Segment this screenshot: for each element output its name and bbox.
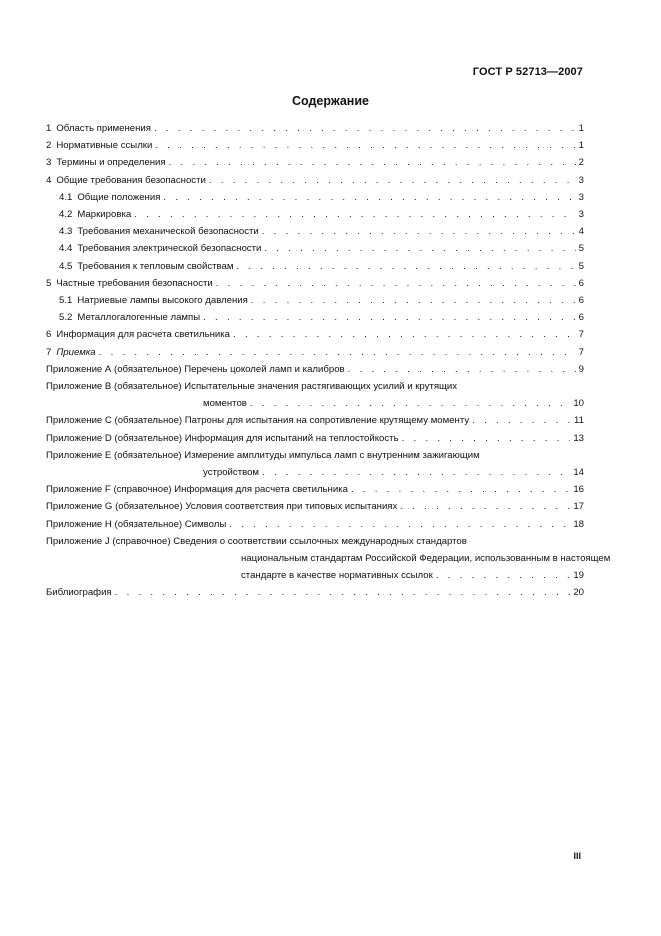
toc-appendix-c[interactable] bbox=[46, 412, 584, 429]
toc-appendix-d[interactable] bbox=[46, 430, 584, 447]
appendix-title: Приложение G (обязательное) Условия соответствия при типовых испытаниях bbox=[46, 501, 398, 513]
toc-title: Металлогалогенные лампы bbox=[77, 312, 201, 324]
toc-title: Термины и определения bbox=[56, 157, 166, 169]
toc-appendix-f[interactable] bbox=[46, 481, 584, 498]
toc-entry-1[interactable] bbox=[46, 120, 584, 137]
toc-entry-4[interactable] bbox=[46, 172, 584, 189]
appendix-continuation bbox=[46, 464, 584, 481]
leader-dots bbox=[209, 172, 576, 189]
appendix-title: Приложение D (обязательное) Информация для испытаний на теплостойкость bbox=[46, 432, 399, 444]
toc-title: Требования электрической безопасности bbox=[77, 243, 262, 255]
leader-dots bbox=[236, 258, 575, 275]
toc-entry-4-4[interactable] bbox=[46, 240, 584, 257]
toc-page: 16 bbox=[573, 484, 584, 496]
toc-page: 17 bbox=[573, 501, 584, 513]
toc-title: Требования к тепловым свойствам bbox=[77, 260, 234, 272]
leader-dots bbox=[264, 240, 575, 257]
appendix-continuation bbox=[46, 567, 584, 584]
toc-page: 3 bbox=[578, 174, 584, 186]
toc-appendix-h[interactable] bbox=[46, 516, 584, 533]
toc-page: 18 bbox=[573, 518, 584, 530]
toc-page: 20 bbox=[573, 587, 584, 599]
toc-page: 9 bbox=[578, 363, 584, 375]
leader-dots bbox=[115, 584, 571, 601]
toc-entry-7[interactable] bbox=[46, 344, 584, 361]
toc-number: 4.5 bbox=[59, 260, 73, 272]
toc-title: Нормативные ссылки bbox=[56, 140, 153, 152]
toc-page: 1 bbox=[578, 123, 584, 134]
toc-entry-4-2[interactable] bbox=[46, 206, 584, 223]
leader-dots bbox=[169, 154, 576, 171]
toc-number: 6 bbox=[46, 329, 52, 341]
leader-dots bbox=[402, 430, 571, 447]
page-title: Содержание bbox=[291, 94, 369, 108]
leader-dots bbox=[262, 464, 570, 481]
leader-dots bbox=[351, 481, 570, 498]
appendix-title-cont: устройством bbox=[203, 467, 260, 479]
toc-page: 6 bbox=[578, 295, 584, 307]
toc-entry-5[interactable] bbox=[46, 275, 584, 292]
toc-appendix-b[interactable] bbox=[46, 378, 584, 412]
toc-entry-6[interactable] bbox=[46, 326, 584, 343]
leader-dots bbox=[436, 567, 571, 584]
appendix-title: Приложение А (обязательное) Перечень цоколей ламп и калибров bbox=[46, 363, 345, 375]
leader-dots bbox=[233, 326, 576, 343]
toc-number: 4.3 bbox=[59, 226, 73, 238]
toc-number: 5.1 bbox=[59, 295, 73, 307]
toc-title: Область применения bbox=[56, 123, 151, 134]
toc-page: 6 bbox=[578, 312, 584, 324]
leader-dots bbox=[262, 223, 576, 240]
appendix-title: Приложение F (справочное) Информация для расчета светильника bbox=[46, 484, 348, 496]
toc-page: 14 bbox=[573, 467, 584, 479]
toc-title: Требования механической безопасности bbox=[77, 226, 259, 238]
leader-dots bbox=[203, 309, 576, 326]
leader-dots bbox=[99, 344, 576, 361]
toc-title: Приемка bbox=[56, 346, 96, 358]
toc-page: 10 bbox=[573, 398, 584, 410]
toc-entry-4-3[interactable] bbox=[46, 223, 584, 240]
toc-page: 3 bbox=[578, 191, 584, 203]
leader-dots bbox=[163, 189, 575, 206]
toc-page: 5 bbox=[578, 243, 584, 255]
bibliography-title: Библиография bbox=[46, 587, 112, 599]
toc-title: Частные требования безопасности bbox=[56, 277, 213, 289]
appendix-title-cont: моментов bbox=[203, 398, 247, 410]
toc-page: 7 bbox=[578, 346, 584, 358]
toc-title: Натриевые лампы высокого давления bbox=[77, 295, 248, 307]
toc-number: 4.2 bbox=[59, 209, 73, 221]
toc-appendix-e[interactable] bbox=[46, 447, 584, 481]
toc-number: 4.4 bbox=[59, 243, 73, 255]
appendix-title: Приложение Н (обязательное) Символы bbox=[46, 518, 227, 530]
toc-entry-5-1[interactable] bbox=[46, 292, 584, 309]
leader-dots bbox=[134, 206, 575, 223]
toc-entry-3[interactable] bbox=[46, 154, 584, 171]
toc-title: Общие положения bbox=[77, 191, 161, 203]
toc-appendix-g[interactable] bbox=[46, 498, 584, 515]
toc-number: 4 bbox=[46, 174, 52, 186]
toc-page: 5 bbox=[578, 260, 584, 272]
toc-number: 5 bbox=[46, 277, 52, 289]
toc-appendix-a[interactable] bbox=[46, 361, 584, 378]
toc-page: 11 bbox=[574, 415, 584, 427]
toc-number: 3 bbox=[46, 157, 52, 169]
leader-dots bbox=[472, 412, 571, 429]
toc-page: 7 bbox=[578, 329, 584, 341]
appendix-title: Приложение J (справочное) Сведения о соответствии ссылочных международных стандартов bbox=[46, 535, 467, 547]
toc-page: 2 bbox=[578, 157, 584, 169]
appendix-title-cont: стандарте в качестве нормативных ссылок bbox=[241, 570, 433, 582]
toc-page: 1 bbox=[578, 140, 584, 152]
appendix-title-cont: национальным стандартам Российской Федерации, использованным в настоящем bbox=[241, 553, 611, 565]
appendix-title: Приложение С (обязательное) Патроны для испытания на сопротивление крутящему моменту bbox=[46, 415, 470, 427]
leader-dots bbox=[250, 395, 570, 412]
toc-number: 4.1 bbox=[59, 191, 73, 203]
toc-page: 13 bbox=[573, 432, 584, 444]
toc-page: 3 bbox=[578, 209, 584, 221]
appendix-continuation bbox=[46, 395, 584, 412]
leader-dots bbox=[229, 516, 570, 533]
table-of-contents bbox=[46, 120, 611, 602]
toc-appendix-j[interactable] bbox=[46, 533, 611, 585]
toc-number: 7 bbox=[46, 346, 52, 358]
appendix-title: Приложение Е (обязательное) Измерение амплитуды импульса ламп с внутренним зажигающим bbox=[46, 449, 480, 461]
toc-page: 6 bbox=[578, 277, 584, 289]
leader-dots bbox=[348, 361, 576, 378]
toc-entry-4-5[interactable] bbox=[46, 258, 584, 275]
toc-entry-5-2[interactable] bbox=[46, 309, 584, 326]
page-number: III bbox=[573, 851, 581, 861]
toc-entry-2[interactable] bbox=[46, 137, 584, 154]
toc-page: 4 bbox=[578, 226, 584, 238]
toc-number: 2 bbox=[46, 140, 52, 152]
toc-title: Информация для расчета светильника bbox=[56, 329, 231, 341]
toc-title: Общие требования безопасности bbox=[56, 174, 206, 186]
toc-title: Маркировка bbox=[77, 209, 132, 221]
toc-page: 19 bbox=[573, 570, 584, 582]
leader-dots bbox=[216, 275, 576, 292]
toc-bibliography[interactable] bbox=[46, 584, 584, 601]
toc-entry-4-1[interactable] bbox=[46, 189, 584, 206]
leader-dots bbox=[251, 292, 576, 309]
leader-dots bbox=[155, 137, 575, 154]
leader-dots bbox=[154, 120, 576, 137]
toc-number: 1 bbox=[46, 123, 52, 134]
toc-number: 5.2 bbox=[59, 312, 73, 324]
appendix-title: Приложение В (обязательное) Испытательные значения растягивающих усилий и крутящих bbox=[46, 381, 458, 393]
leader-dots bbox=[400, 498, 570, 515]
document-code: ГОСТ Р 52713—2007 bbox=[472, 66, 583, 78]
